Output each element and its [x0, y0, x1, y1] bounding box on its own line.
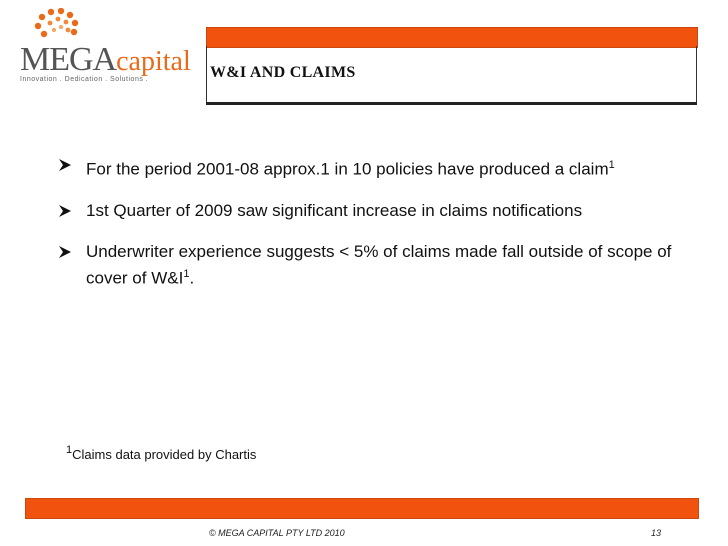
bullet-superscript: 1 — [608, 159, 615, 171]
logo-tagline: Innovation . Dedication . Solutions . — [20, 76, 149, 83]
footer-accent-bar — [25, 498, 699, 519]
footnote-text: Claims data provided by Chartis — [72, 447, 257, 462]
arrow-bullet-icon — [58, 158, 72, 172]
bullet-text: Underwriter experience suggests < 5% of claims made fall outside of scope of cover of W&I — [86, 241, 672, 288]
bullet-trailing-text: . — [189, 268, 195, 288]
footnote-marker: 1 — [66, 444, 73, 456]
bullet-text: 1st Quarter of 2009 saw significant increase in claims notifications — [86, 200, 583, 220]
arrow-bullet-icon — [58, 245, 72, 259]
title-frame-left — [206, 46, 207, 103]
logo-mega-text: MEGA — [20, 41, 117, 78]
logo-wordmark — [20, 41, 191, 79]
bullet-superscript: 1 — [183, 267, 190, 280]
title-underline — [206, 102, 697, 105]
bullet-list — [62, 154, 682, 308]
logo-capital-text: capital — [116, 46, 191, 77]
copyright-text: © MEGA CAPITAL PTY LTD 2010 — [209, 528, 345, 538]
footnote — [66, 444, 256, 462]
header-accent-bar — [206, 27, 698, 48]
page-number: 13 — [651, 528, 662, 538]
company-logo — [14, 8, 190, 86]
bullet-item — [62, 200, 682, 222]
bullet-text: For the period 2001-08 approx.1 in 10 policies have produced a claim — [86, 159, 609, 179]
arrow-bullet-icon — [58, 204, 72, 218]
bullet-item — [62, 154, 682, 181]
bullet-item — [62, 241, 682, 290]
slide-title: W&I AND CLAIMS — [210, 64, 356, 81]
title-frame-right — [696, 46, 697, 103]
